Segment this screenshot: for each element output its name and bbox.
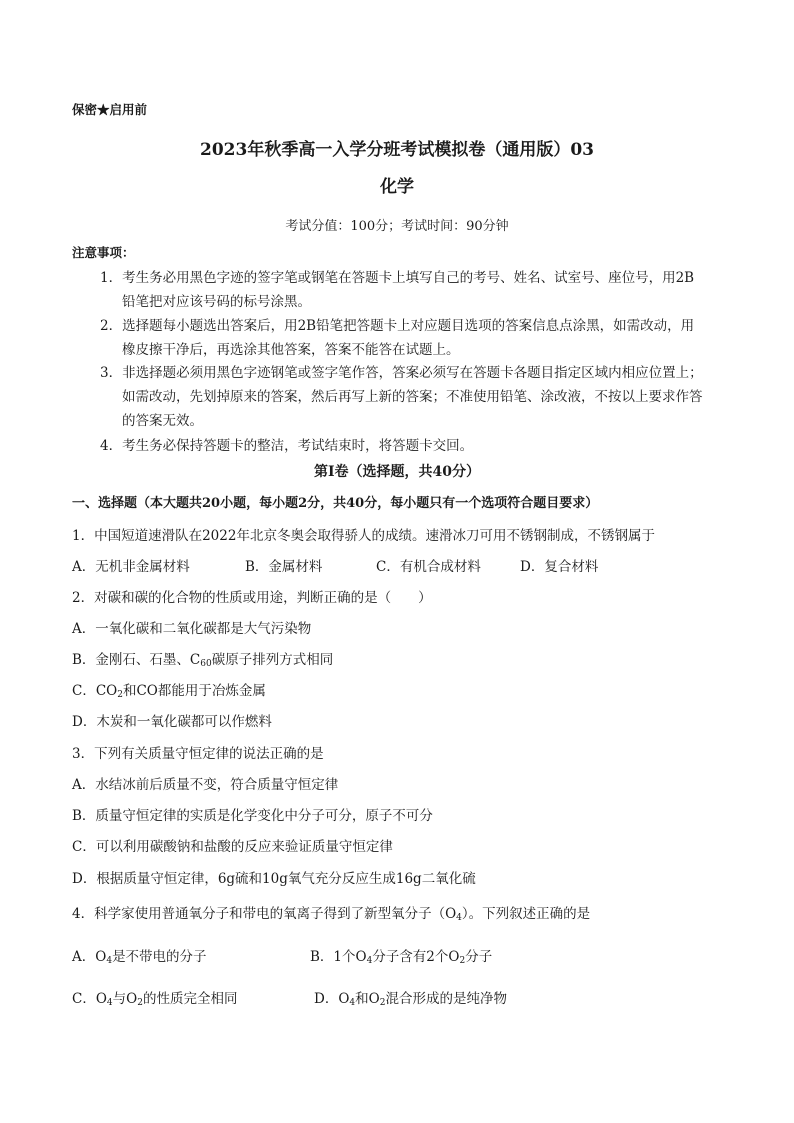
- q4-option-d: [314, 990, 507, 1008]
- q4-stem-post: ）。下列叙述正确的是: [461, 906, 591, 922]
- note-1-line-2: 铅笔把对应该号码的标号涂黑。: [122, 294, 311, 310]
- q2-option-c: [72, 682, 266, 700]
- q4-c-post: 的性质完全相同: [142, 991, 238, 1007]
- confidential-label: 保密★启用前: [72, 102, 148, 117]
- part-one-heading: 一、选择题（本大题共20小题，每小题2分，共40分，每小题只有一个选项符合题目要求）: [72, 496, 599, 511]
- q2-c-post: 和CO都能用于冶炼金属: [122, 683, 266, 699]
- q1-option-c: C．有机合成材料: [376, 559, 481, 575]
- note-2-line-2: 橡皮擦干净后，再选涂其他答案，答案不能答在试题上。: [122, 342, 460, 358]
- note-3-line-3: 的答案无效。: [122, 413, 203, 429]
- q1-option-b: B．金属材料: [245, 559, 323, 575]
- q4-d-sub2: 2: [379, 998, 386, 1008]
- q3-option-d: D．根据质量守恒定律，6g硫和10g氧气充分反应生成16g二氧化硫: [72, 871, 476, 887]
- exam-info: 考试分值：100分；考试时间：90分钟: [285, 219, 509, 234]
- q3-option-b: B．质量守恒定律的实质是化学变化中分子可分，原子不可分: [72, 808, 433, 824]
- q2-option-d: D．木炭和一氧化碳都可以作燃料: [72, 714, 272, 730]
- q2-option-b: [72, 651, 333, 669]
- q4-option-a: [72, 948, 207, 966]
- q2-b-post: 碳原子排列方式相同: [211, 652, 334, 668]
- q4-c-pre: C．O: [72, 991, 107, 1007]
- q4-c-sub2: 2: [137, 998, 143, 1008]
- q3-stem: 3．下列有关质量守恒定律的说法正确的是: [72, 746, 324, 762]
- q4-d-sub1: 4: [349, 998, 356, 1008]
- exam-title: 2023年秋季高一入学分班考试模拟卷（通用版）03: [200, 140, 594, 160]
- q3-option-c: C．可以利用碳酸钠和盐酸的反应来验证质量守恒定律: [72, 839, 393, 855]
- q4-stem: [72, 905, 590, 923]
- q4-stem-sub: 4: [456, 913, 462, 923]
- note-1-line-1: 1．考生务必用黑色字迹的签字笔或钢笔在答题卡上填写自己的考号、姓名、试室号、座位号，用2B: [100, 270, 695, 286]
- q4-b-mid: 分子含有2个O: [372, 949, 460, 965]
- note-3-line-1: 3．非选择题必须用黑色字迹钢笔或签字笔作答，答案必须写在答题卡各题目指定区域内相应位置上；: [100, 365, 703, 381]
- q4-a-post: 是不带电的分子: [112, 949, 207, 965]
- note-3-line-2: 如需改动，先划掉原来的答案，然后再写上新的答案；不准使用铅笔、涂改液，不按以上要求作答: [122, 389, 703, 405]
- q4-a-sub: 4: [106, 956, 113, 966]
- section-title: 第Ⅰ卷（选择题，共40分）: [313, 464, 481, 480]
- note-2-line-1: 2．选择题每小题选出答案后，用2B铅笔把答题卡上对应题目选项的答案信息点涂黑，如需改动，用: [100, 318, 695, 334]
- subject-title: 化学: [380, 177, 414, 197]
- q4-a-pre: A．O: [72, 949, 107, 965]
- q4-b-pre: B．1个O: [310, 949, 367, 965]
- q4-d-post: 混合形成的是纯净物: [385, 991, 507, 1007]
- q4-c-mid: 与O: [112, 991, 138, 1007]
- q2-b-sub: 60: [200, 659, 212, 669]
- q4-option-b: [310, 948, 492, 966]
- q2-c-sub: 2: [117, 690, 123, 700]
- q2-c-pre: C．CO: [72, 683, 118, 699]
- q3-option-a: A．水结冰前后质量不变，符合质量守恒定律: [72, 777, 339, 793]
- q4-stem-pre: 4．科学家使用普通氧分子和带电的氧离子得到了新型氧分子（O: [72, 906, 457, 922]
- q4-d-mid: 和O: [355, 991, 380, 1007]
- q4-b-sub1: 4: [366, 956, 373, 966]
- q1-stem: 1．中国短道速滑队在2022年北京冬奥会取得骄人的成绩。速滑冰刀可用不锈钢制成，不锈钢属于: [72, 528, 655, 544]
- q4-b-sub2: 2: [459, 956, 466, 966]
- q1-option-a: A．无机非金属材料: [72, 559, 190, 575]
- q2-option-a: A．一氧化碳和二氧化碳都是大气污染物: [72, 621, 312, 637]
- q4-b-post: 分子: [465, 949, 493, 965]
- q4-d-pre: D．O: [314, 991, 350, 1007]
- q4-c-sub1: 4: [106, 998, 113, 1008]
- note-4: 4．考生务必保持答题卡的整洁，考试结束时，将答题卡交回。: [100, 438, 474, 454]
- q2-stem: 2．对碳和碳的化合物的性质或用途，判断正确的是（ ）: [72, 590, 432, 606]
- q1-option-d: D．复合材料: [520, 559, 599, 575]
- q4-option-c: [72, 990, 237, 1008]
- notes-heading: 注意事项：: [72, 245, 135, 260]
- q2-b-pre: B．金刚石、石墨、C: [72, 652, 201, 668]
